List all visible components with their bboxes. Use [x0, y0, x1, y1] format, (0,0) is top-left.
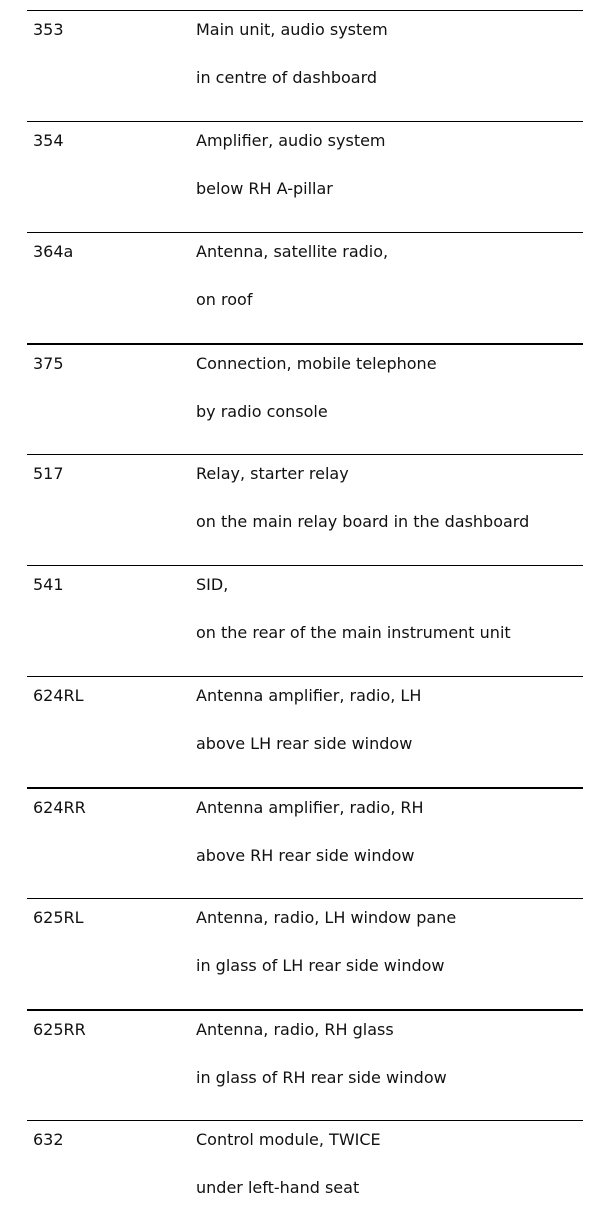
component-description: Antenna, radio, RH glass: [196, 1020, 394, 1039]
component-description: Connection, mobile telephone: [196, 354, 437, 373]
component-id: 354: [33, 131, 64, 150]
component-description: Control module, TWICE: [196, 1130, 381, 1149]
table-row: [27, 676, 583, 787]
component-id: 632: [33, 1130, 64, 1149]
component-id: 517: [33, 464, 64, 483]
component-location: by radio console: [196, 402, 328, 421]
table-row: [27, 454, 583, 565]
component-location: on the rear of the main instrument unit: [196, 623, 511, 642]
component-location: in glass of RH rear side window: [196, 1068, 447, 1087]
component-id: 625RR: [33, 1020, 86, 1039]
table-row: [27, 121, 583, 232]
component-location: in glass of LH rear side window: [196, 956, 445, 975]
component-id: 541: [33, 575, 64, 594]
table-row: [27, 1120, 583, 1231]
component-id: 624RL: [33, 686, 84, 705]
component-location: in centre of dashboard: [196, 68, 378, 87]
component-description: Amplifier, audio system: [196, 131, 386, 150]
component-location: under left-hand seat: [196, 1178, 360, 1197]
component-description: Antenna amplifier, radio, LH: [196, 686, 422, 705]
component-description: Relay, starter relay: [196, 464, 349, 483]
table-row: [27, 1009, 583, 1120]
component-id: 375: [33, 354, 64, 373]
component-id: 353: [33, 20, 64, 39]
table-row: [27, 232, 583, 343]
component-id: 624RR: [33, 798, 86, 817]
table-row: [27, 787, 583, 898]
component-table: [27, 10, 583, 1231]
component-location: above LH rear side window: [196, 734, 413, 753]
table-row: [27, 10, 583, 121]
component-description: Antenna amplifier, radio, RH: [196, 798, 424, 817]
component-description: Main unit, audio system: [196, 20, 388, 39]
component-description: SID,: [196, 575, 229, 594]
table-row: [27, 343, 583, 454]
component-location: below RH A-pillar: [196, 179, 333, 198]
component-id: 625RL: [33, 908, 84, 927]
component-description: Antenna, satellite radio,: [196, 242, 389, 261]
component-location: on the main relay board in the dashboard: [196, 512, 530, 531]
table-row: [27, 565, 583, 676]
component-id: 364a: [33, 242, 74, 261]
component-location: above RH rear side window: [196, 846, 415, 865]
component-description: Antenna, radio, LH window pane: [196, 908, 457, 927]
table-row: [27, 898, 583, 1009]
component-location: on roof: [196, 290, 253, 309]
